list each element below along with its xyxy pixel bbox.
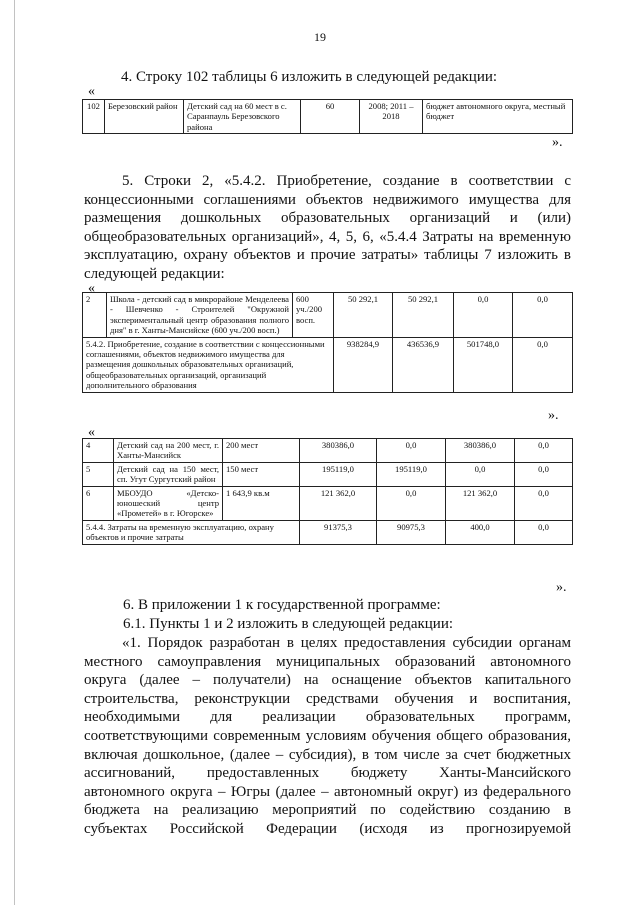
item-6-1-text: «1. Порядок разработан в целях предоставления субсидии органам местного самоуправления муниципальных образований автономного округа (далее – получатели) на оснащение объектов капитального строительства, реконструкции средствами обучения и воспитания, необходимыми для реализации образовательных программ, соответствующими современным условиям обучения общего образования, включая дошкольное, (далее – субсидия), в том числе за счет бюджетных ассигнований, предоставленных бюджету Ханты-Мансийского автономного округа – Югры (далее – автономный округ) из федерального бюджета на реализацию мероприятий по содействию созданию в субъектах Российской Федерации (исходя из прогнозируемой <box>84 635 571 837</box>
cell-capacity: 60 <box>301 100 360 134</box>
table-row: 4 Детский сад на 200 мест, г. Ханты-Мансийск 200 мест 380386,0 0,0 380386,0 0,0 <box>83 439 573 463</box>
table-row: 5.4.4. Затраты на временную эксплуатацию, охрану объектов и прочие затраты 91375,3 90975,3 400,0 0,0 <box>83 520 573 544</box>
table-6-row-102 <box>82 99 573 134</box>
page-edge <box>14 0 15 905</box>
close-quote: ». <box>552 135 563 150</box>
table-7-part-b <box>82 438 573 545</box>
item-5-text: 5. Строки 2, «5.4.2. Приобретение, создание в соответствии с концессионными соглашениями объектов недвижимого имущества для размещения дошкольных образовательных организаций и (или) общеобразовательных организаций», 4, 5, 6, «5.4.4 Затраты на временную эксплуатацию, охрану объектов и прочие затраты» таблицы 7 изложить в следующей редакции: <box>84 173 571 282</box>
page-number: 19 <box>314 30 326 44</box>
open-quote: « <box>88 84 95 99</box>
item-6-1-heading: 6.1. Пункты 1 и 2 изложить в следующей редакции: <box>123 616 454 632</box>
table-row: 5 Детский сад на 150 мест, сп. Угут Сургутский район 150 мест 195119,0 195119,0 0,0 0,0 <box>83 462 573 486</box>
cell-num: 102 <box>83 100 105 134</box>
table-row: 6 МБОУДО «Детско-юношеский центр «Прометей» в г. Югорске» 1 643,9 кв.м 121 362,0 0,0 121 362,0 0,0 <box>83 486 573 520</box>
cell-source: бюджет автономного округа, местный бюджет <box>423 100 573 134</box>
item-4-heading: 4. Строку 102 таблицы 6 изложить в следующей редакции: <box>121 69 498 85</box>
table-7-part-a <box>82 292 573 393</box>
close-quote: ». <box>548 408 559 423</box>
table-row <box>83 100 573 134</box>
table-row: 2 Школа - детский сад в микрорайоне Менделеева - Шевченко - Строителей "Окружной экспериментальный центр образования полного дня" в г. Ханты-Мансийске (600 уч./200 восп.) 600 уч./200 восп. 50 292,1 50 292,1 0,0 0,0 <box>83 293 573 338</box>
cell-years: 2008; 2011 – 2018 <box>360 100 423 134</box>
item-6-heading: 6. В приложении 1 к государственной программе: <box>123 597 441 613</box>
open-quote: « <box>88 281 95 296</box>
cell-object: Детский сад на 60 мест в с. Саранпауль Березовского района <box>184 100 301 134</box>
open-quote: « <box>88 425 95 440</box>
cell-district: Березовский район <box>105 100 184 134</box>
table-row: 5.4.2. Приобретение, создание в соответствии с концессионными соглашениями, объектов недвижимого имущества для размещения дошкольных образовательных организаций, общеобразовательных организаций, организаций дополнительного образования 938284,9 436536,9 501748,0 0,0 <box>83 337 573 392</box>
close-quote: ». <box>556 580 567 595</box>
